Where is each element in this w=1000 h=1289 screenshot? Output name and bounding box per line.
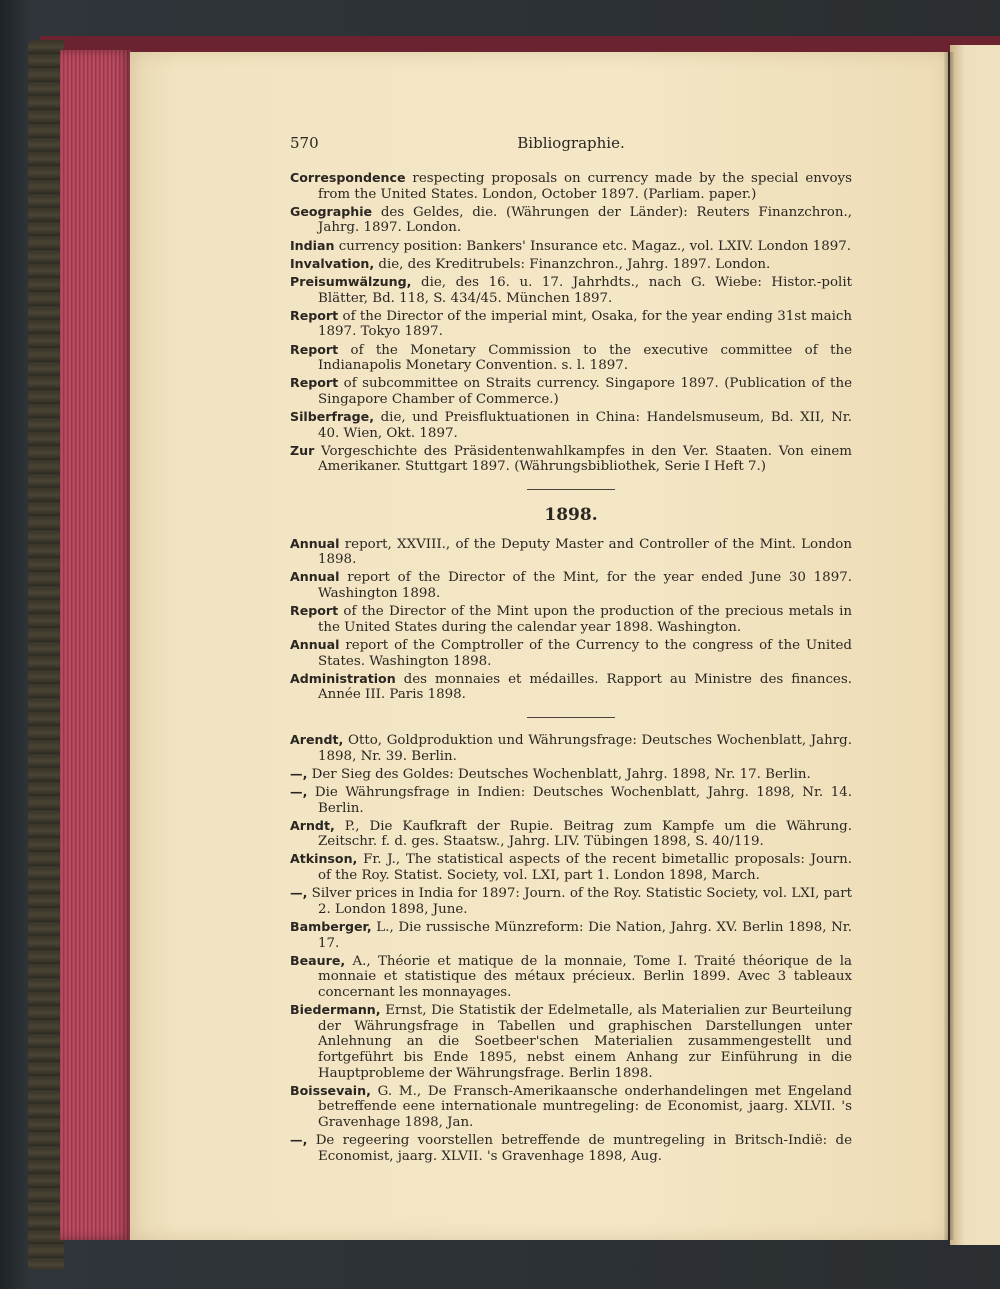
page-edges <box>60 50 132 1240</box>
entry-lead-term: Annual <box>290 569 340 585</box>
bibliography-entry <box>290 375 852 407</box>
page-header <box>290 136 852 170</box>
entry-text: respecting proposals on currency made by the special envoys from the United States. London, October 1897. (Parliam. paper.) <box>318 171 852 202</box>
entry-lead-term: —, <box>290 885 308 901</box>
section-divider <box>527 489 615 490</box>
year-heading: 1898. <box>544 505 598 526</box>
bibliography-section-1897 <box>290 170 852 475</box>
entry-lead-term: Report <box>290 341 339 357</box>
entry-text: Otto, Goldproduktion und Währungsfrage: Deutsches Wochenblatt, Jahrg. 1898, Nr. 39. Berlin. <box>318 732 852 764</box>
entry-text: Der Sieg des Goldes: Deutsches Wochenblatt, Jahrg. 1898, Nr. 17. Berlin. <box>307 766 811 782</box>
entry-lead-term: Correspondence <box>290 170 406 185</box>
entry-lead-term: Invalvation, <box>290 255 375 271</box>
bibliography-entry <box>290 784 852 816</box>
page-content <box>290 136 852 1166</box>
entry-lead-term: Atkinson, <box>290 851 358 867</box>
bibliography-entry <box>290 885 852 917</box>
entry-lead-term: —, <box>290 1132 308 1148</box>
entry-text: De regeering voorstellen betreffende de muntregeling in Britsch-Indië: de Economist, jaarg. XLVII. 's Gravenhage 1898, Aug. <box>307 1133 852 1164</box>
bibliography-entry <box>290 1083 852 1131</box>
page-number: 570 <box>290 134 319 152</box>
entry-text: Vorgeschichte des Präsidentenwahlkampfes in den Ver. Staaten. Von einem Amerikaner. Stuttgart 1897. (Währungsbibliothek, Serie I Heft 7.) <box>314 443 852 475</box>
bibliography-entry <box>290 1132 852 1164</box>
bibliography-entry <box>290 170 852 202</box>
entry-lead-term: Report <box>290 375 339 391</box>
entry-text: of the Director of the Mint upon the production of the precious metals in the United States during the calendar year 1898. Washington. <box>318 604 852 635</box>
entry-lead-term: Preisumwälzung, <box>290 273 412 289</box>
entry-lead-term: —, <box>290 783 308 799</box>
book-spine <box>28 40 64 1270</box>
entry-text: Fr. J., The statistical aspects of the recent bimetallic proposals: Journ. of the Roy. Statist. Society, vol. LXI, part 1. London 1898, March. <box>318 852 852 884</box>
entry-lead-term: Arndt, <box>290 817 335 833</box>
entry-text: Die Währungsfrage in Indien: Deutsches Wochenblatt, Jahrg. 1898, Nr. 14. Berlin. <box>307 784 852 816</box>
section-divider <box>527 717 615 718</box>
bibliography-entry <box>290 274 852 306</box>
entry-text: des monnaies et médailles. Rapport au Ministre des finances. Année III. Paris 1898. <box>318 671 852 703</box>
bibliography-entry <box>290 953 852 1001</box>
entry-lead-term: Administration <box>290 670 396 686</box>
entry-lead-term: Indian <box>290 237 335 253</box>
bibliography-entry <box>290 637 852 669</box>
entry-lead-term: Beaure, <box>290 952 346 968</box>
bibliography-entry <box>290 308 852 340</box>
bibliography-entry <box>290 766 852 783</box>
entry-text: Silver prices in India for 1897: Journ. of the Roy. Statistic Society, vol. LXI, part 2. London 1898, June. <box>307 886 852 917</box>
facing-page <box>950 45 1000 1245</box>
entry-lead-term: Bamberger, <box>290 919 372 935</box>
book-top-edge <box>40 36 1000 52</box>
bibliography-entry <box>290 443 852 475</box>
bibliography-entry <box>290 569 852 601</box>
entry-lead-term: Report <box>290 603 339 619</box>
entry-lead-term: —, <box>290 765 308 781</box>
bibliography-entry <box>290 851 852 883</box>
entry-lead-term: Arendt, <box>290 731 344 747</box>
entry-text: A., Théorie et matique de la monnaie, Tome I. Traité théorique de la monnaie et statistique des métaux précieux. Berlin 1899. Avec 3 tableaux concernant les monnayages. <box>318 953 852 1000</box>
entry-text: report of the Comptroller of the Currency to the congress of the United States. Washington 1898. <box>318 637 852 669</box>
bibliography-section-1898-authors <box>290 732 852 1164</box>
bibliography-entry <box>290 256 852 273</box>
entry-text: des Geldes, die. (Währungen der Länder): Reuters Finanzchron., Jahrg. 1897. London. <box>318 204 852 236</box>
entry-lead-term: Boissevain, <box>290 1082 371 1098</box>
entry-lead-term: Annual <box>290 636 340 652</box>
bibliography-entry <box>290 919 852 951</box>
entry-lead-term: Annual <box>290 535 340 551</box>
entry-lead-term: Silberfrage, <box>290 409 374 425</box>
bibliography-section-1898-reports <box>290 536 852 703</box>
bibliography-entry <box>290 818 852 850</box>
entry-text: Ernst, Die Statistik der Edelmetalle, als Materialien zur Beurteilung der Währungsfrage in Tabellen und graphischen Darstellungen unter Anlehnung an die Soetbeer'schen Materialien zusammengestellt und fortgeführt bis Ende 1895, nebst einem Anhang zur Einführung in die Hauptprobleme der Währungsfrage. Berlin 1898. <box>318 1003 852 1081</box>
entry-text: of the Director of the imperial mint, Osaka, for the year ending 31st maich 1897. Tokyo 1897. <box>318 308 852 340</box>
bibliography-entry <box>290 409 852 441</box>
entry-text: L., Die russische Münzreform: Die Nation, Jahrg. XV. Berlin 1898, Nr. 17. <box>318 920 852 951</box>
bibliography-entry <box>290 238 852 255</box>
bibliography-entry <box>290 603 852 635</box>
bibliography-entry <box>290 536 852 568</box>
entry-text: of subcommittee on Straits currency. Singapore 1897. (Publication of the Singapore Chamber of Commerce.) <box>318 376 852 407</box>
entry-text: die, und Preisfluktuationen in China: Handelsmuseum, Bd. XII, Nr. 40. Wien, Okt. 1897. <box>318 410 852 441</box>
entry-text: currency position: Bankers' Insurance etc. Magaz., vol. LXIV. London 1897. <box>334 238 852 254</box>
entry-lead-term: Report <box>290 307 339 323</box>
running-title: Bibliographie. <box>517 134 625 152</box>
entry-text: of the Monetary Commission to the executive committee of the Indianapolis Monetary Convention. s. l. 1897. <box>318 342 852 374</box>
entry-lead-term: Biedermann, <box>290 1002 381 1018</box>
bibliography-entry <box>290 342 852 374</box>
entry-text: report, XXVIII., of the Deputy Master and Controller of the Mint. London 1898. <box>318 536 852 568</box>
entry-text: G. M., De Fransch-Amerikaansche onderhandelingen met Engeland betreffende eene internationale muntregeling: de Economist, jaarg. XLVII. 's Gravenhage 1898, Jan. <box>318 1083 852 1130</box>
bibliography-entry <box>290 671 852 703</box>
entry-text: die, des 16. u. 17. Jahrhdts., nach G. Wiebe: Histor.-polit Blätter, Bd. 118, S. 434/45. München 1897. <box>318 274 852 306</box>
page-gutter <box>944 52 954 1240</box>
entry-lead-term: Geographie <box>290 203 373 219</box>
bibliography-entry <box>290 1002 852 1081</box>
entry-lead-term: Zur <box>290 442 315 458</box>
entry-text: P., Die Kaufkraft der Rupie. Beitrag zum Kampfe um die Währung. Zeitschr. f. d. ges. Staatsw., Jahrg. LIV. Tübingen 1898, S. 40/119. <box>318 818 852 850</box>
entry-text: report of the Director of the Mint, for the year ended June 30 1897. Washington 1898. <box>318 570 852 601</box>
bibliography-entry <box>290 204 852 236</box>
bibliography-entry <box>290 732 852 764</box>
entry-text: die, des Kreditrubels: Finanzchron., Jahrg. 1897. London. <box>374 256 771 272</box>
